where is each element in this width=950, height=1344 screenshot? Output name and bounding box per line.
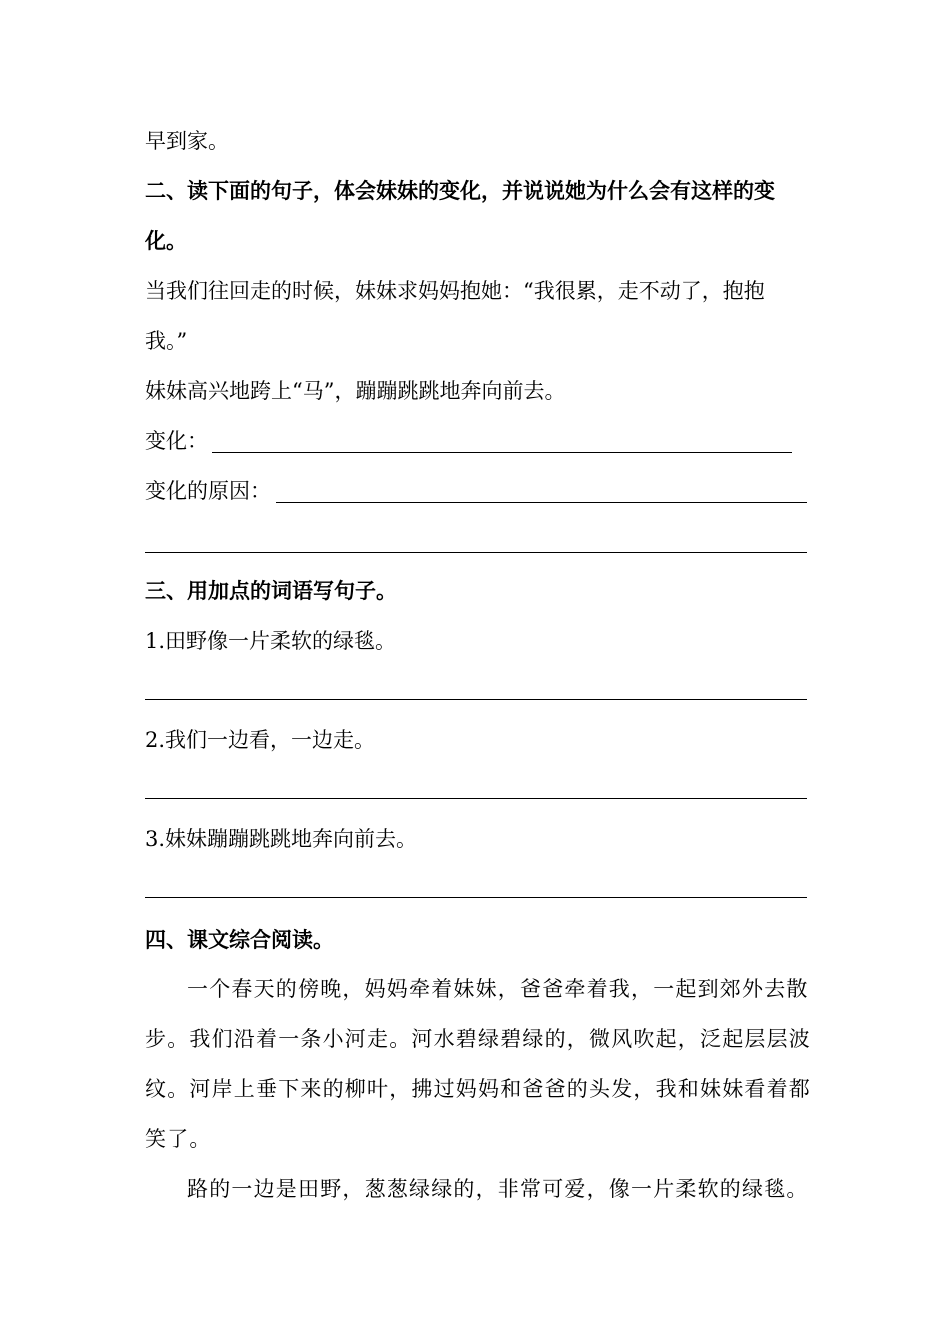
intro-tail-text: 早到家。 bbox=[145, 129, 229, 153]
change-label: 变化： bbox=[145, 429, 208, 453]
reason-answer-line-2[interactable] bbox=[145, 552, 807, 553]
section3-answer-line-3[interactable] bbox=[145, 897, 807, 898]
section2-heading-line1: 二、读下面的句子，体会妹妹的变化，并说说她为什么会有这样的变 bbox=[145, 179, 775, 203]
passage-p1-line1: 一个春天的傍晚，妈妈牵着妹妹，爸爸牵着我，一起到郊外去散 bbox=[187, 977, 809, 1001]
reason-answer-line-1[interactable] bbox=[276, 502, 807, 503]
section2-sentence1-line1: 当我们往回走的时候，妹妹求妈妈抱她：“我很累，走不动了，抱抱 bbox=[145, 279, 765, 303]
passage-p1-line2: 步。我们沿着一条小河走。河水碧绿碧绿的，微风吹起，泛起层层波 bbox=[145, 1027, 811, 1051]
section3-heading: 三、用加点的词语写句子。 bbox=[145, 579, 397, 603]
reason-label: 变化的原因： bbox=[145, 479, 271, 503]
passage-p1-line4: 笑了。 bbox=[145, 1127, 212, 1151]
section2-sentence1-line2: 我。” bbox=[145, 329, 188, 353]
section2-heading-line2: 化。 bbox=[145, 229, 187, 253]
section2-sentence2: 妹妹高兴地跨上“马”，蹦蹦跳跳地奔向前去。 bbox=[145, 379, 566, 403]
section3-item-3: 3.妹妹蹦蹦跳跳地奔向前去。 bbox=[145, 827, 418, 851]
section3-item-2: 2.我们一边看，一边走。 bbox=[145, 728, 376, 752]
section3-answer-line-2[interactable] bbox=[145, 798, 807, 799]
passage-p2-line1: 路的一边是田野，葱葱绿绿的，非常可爱，像一片柔软的绿毯。 bbox=[187, 1177, 809, 1201]
section3-answer-line-1[interactable] bbox=[145, 699, 807, 700]
section3-item-1: 1.田野像一片柔软的绿毯。 bbox=[145, 629, 397, 653]
change-answer-line[interactable] bbox=[212, 452, 792, 453]
section4-heading: 四、课文综合阅读。 bbox=[145, 928, 334, 952]
passage-p1-line3: 纹。河岸上垂下来的柳叶，拂过妈妈和爸爸的头发，我和妹妹看着都 bbox=[145, 1077, 811, 1101]
